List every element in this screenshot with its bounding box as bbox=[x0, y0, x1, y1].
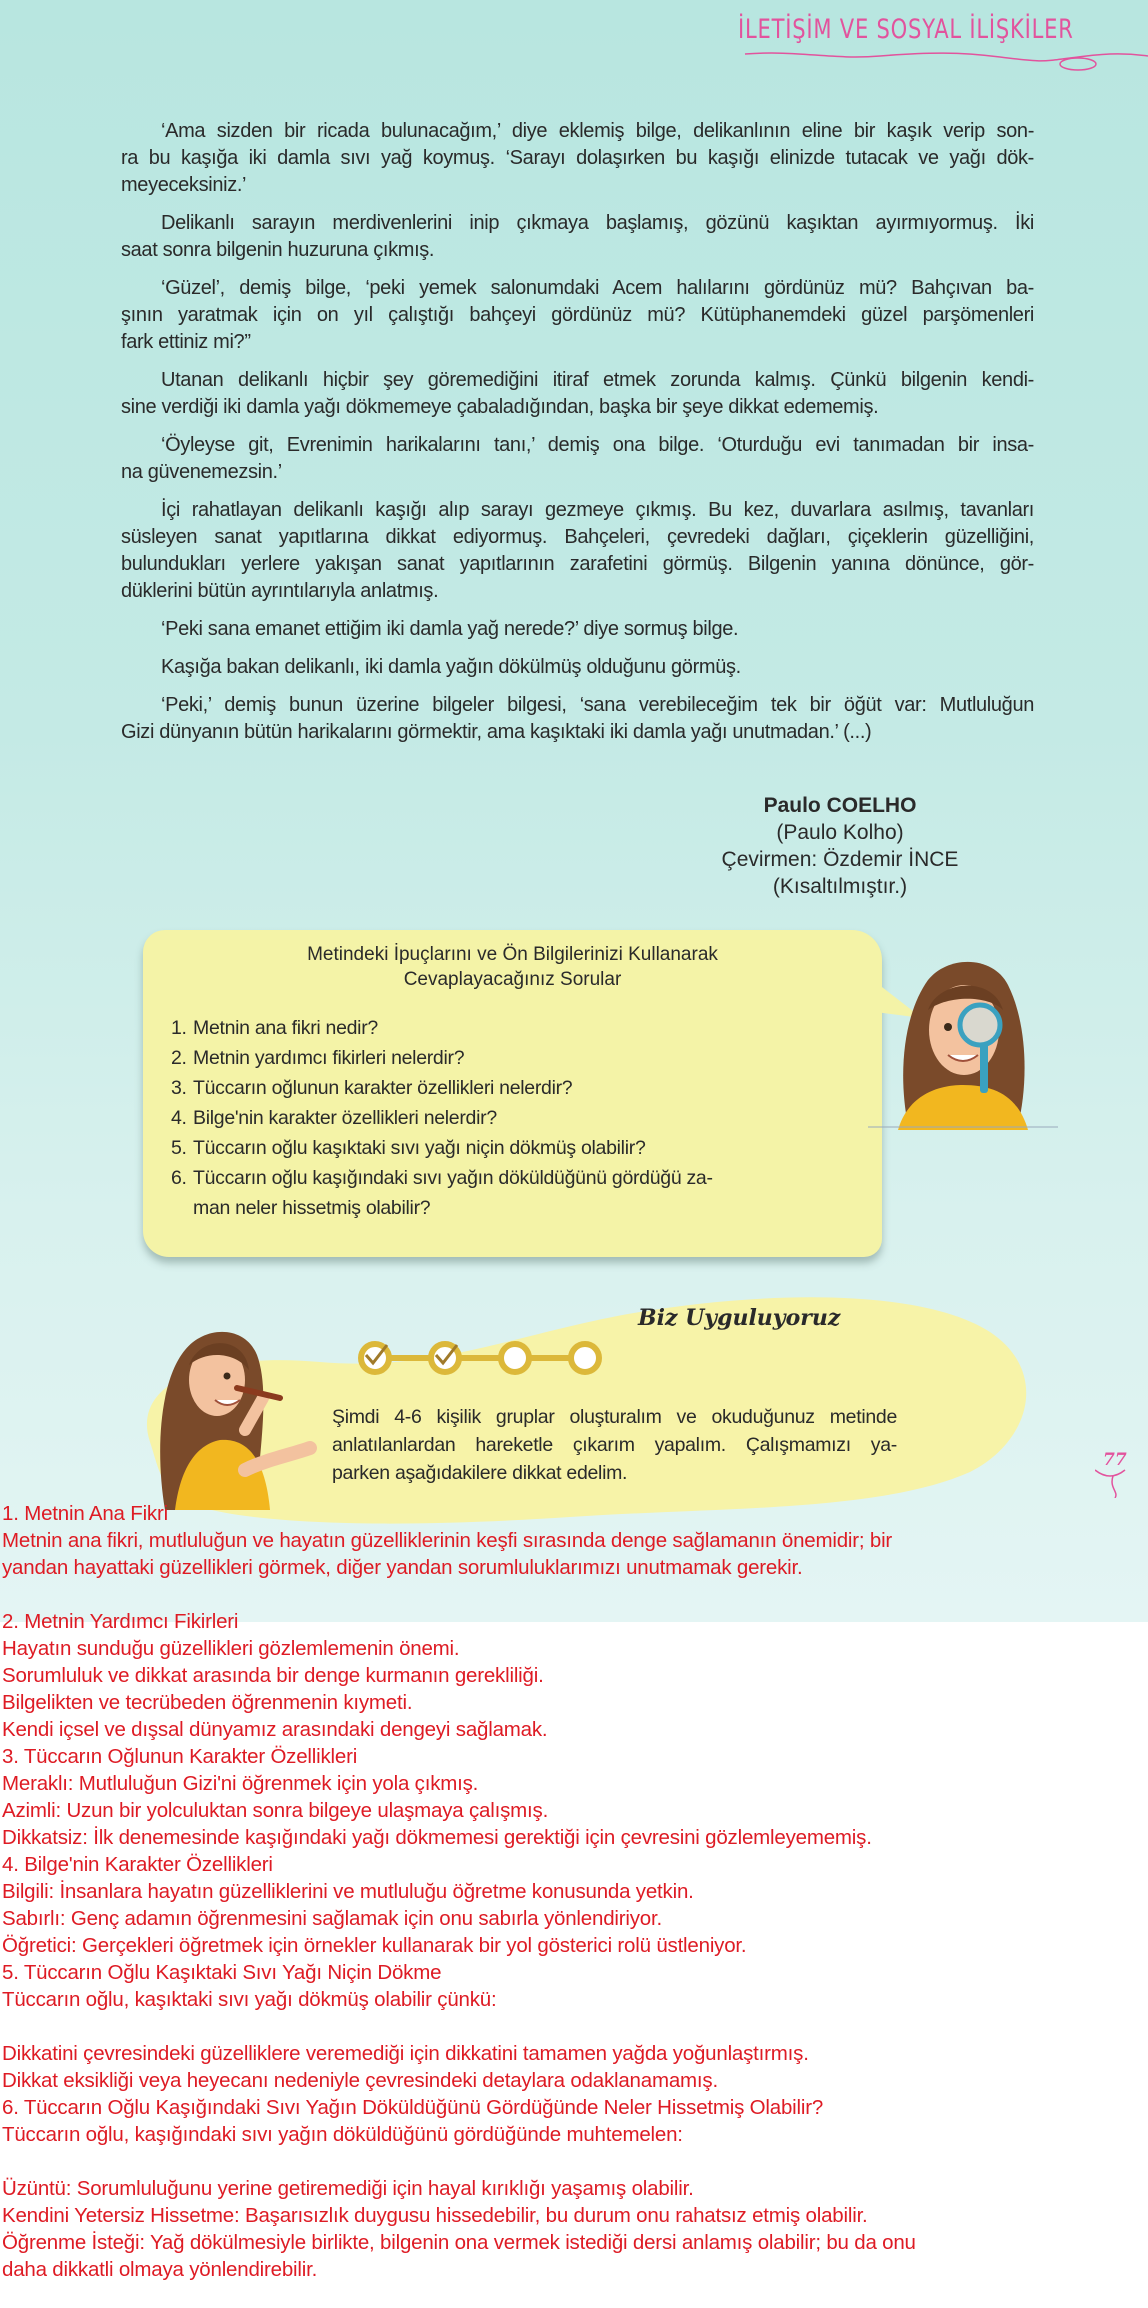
questions-title-line-1: Metindeki İpuçlarını ve Ön Bilgilerinizi Kullanarak bbox=[307, 944, 718, 965]
answer-line: Metnin ana fikri, mutluluğun ve hayatın güzelliklerinin keşfi sırasında denge sağlamanın önemidir; bir bbox=[2, 1529, 893, 1552]
answer-line: Kendi içsel ve dışsal dünyamız arasındaki dengeyi sağlamak. bbox=[2, 1718, 548, 1741]
step-pending bbox=[571, 1344, 599, 1372]
answer-line: Hayatın sunduğu güzellikleri gözlemlemenin önemi. bbox=[2, 1637, 460, 1660]
practice-title: Biz Uyguluyoruz bbox=[638, 1305, 841, 1331]
answer-line: daha dikkatli olmaya yönlendirebilir. bbox=[2, 2258, 318, 2281]
story-line: ‘Öyleyse git, Evrenimin harikalarını tanı,’ demiş ona bilge. ‘Oturduğu evi tanımadan bir insa- bbox=[161, 434, 1034, 456]
practice-line: Şimdi 4-6 kişilik gruplar oluşturalım ve okuduğunuz metinde bbox=[332, 1406, 897, 1428]
questions-title-line-2: Cevaplayacağınız Sorular bbox=[403, 969, 622, 990]
question-text: Tüccarın oğlu kaşıktaki sıvı yağı niçin dökmüş olabilir? bbox=[193, 1137, 646, 1159]
practice-line: parken aşağıdakilere dikkat edelim. bbox=[332, 1462, 628, 1484]
questions-list bbox=[171, 1013, 851, 1223]
answer-line: Bilgelikten ve tecrübeden öğrenmenin kıymeti. bbox=[2, 1691, 413, 1714]
story-line: bulundukları yerlere yakışan sanat yapıtlarının zarafetini görmüş. Bilgenin yanına dönünce, gör- bbox=[121, 553, 1034, 575]
answer-line: Öğretici: Gerçekleri öğretmek için örnekler kullanarak bir yol gösterici rolü üstleniyor. bbox=[2, 1934, 747, 1957]
question-item bbox=[171, 1193, 851, 1223]
girl-with-pencil-illustration bbox=[145, 1320, 325, 1510]
question-item bbox=[171, 1043, 851, 1073]
question-number: 1. bbox=[171, 1017, 187, 1039]
question-number: 3. bbox=[171, 1077, 187, 1099]
question-number bbox=[171, 1193, 193, 1223]
question-item bbox=[171, 1073, 851, 1103]
author-pronunciation: (Paulo Kolho) bbox=[776, 821, 904, 844]
story-line: ‘Ama sizden bir ricada bulunacağım,’ diye eklemiş bilge, delikanlının eline bir kaşık verip son- bbox=[161, 120, 1034, 142]
story-paragraph bbox=[121, 654, 1034, 681]
page-number bbox=[1095, 1448, 1135, 1498]
story-paragraph bbox=[121, 692, 1034, 746]
blank-line bbox=[2, 1581, 1148, 1608]
answer-line: 5. Tüccarın Oğlu Kaşıktaki Sıvı Yağı Niçin Dökme bbox=[2, 1961, 442, 1984]
story-line: Utanan delikanlı hiçbir şey göremediğini itiraf etmek zorunda kalmış. Çünkü bilgenin kendi- bbox=[161, 369, 1034, 391]
question-text: Tüccarın oğlunun karakter özellikleri nelerdir? bbox=[193, 1077, 573, 1099]
author-block bbox=[640, 792, 1040, 900]
question-item bbox=[171, 1103, 851, 1133]
story-line: Gizi dünyanın bütün harikalarını görmektir, ama kaşıktaki iki damla yağı unutmadan.’ (...) bbox=[121, 721, 872, 743]
girl-with-magnifier-illustration bbox=[868, 955, 1058, 1130]
story-line: İçi rahatlayan delikanlı kaşığı alıp sarayı gezmeye çıkmış. Bu kez, duvarlara asılmış, tavanları bbox=[161, 499, 1034, 521]
answer-line: 6. Tüccarın Oğlu Kaşığındaki Sıvı Yağın Döküldüğünü Gördüğünde Neler Hissetmiş Olabilir? bbox=[2, 2096, 824, 2119]
question-text: Tüccarın oğlu kaşığındaki sıvı yağın döküldüğünü gördüğü za- bbox=[193, 1167, 713, 1189]
answer-line: Sorumluluk ve dikkat arasında bir denge kurmanın gerekliliği. bbox=[2, 1664, 544, 1687]
answer-line: Tüccarın oğlu, kaşığındaki sıvı yağın döküldüğünü gördüğünde muhtemelen: bbox=[2, 2123, 683, 2146]
answers-text bbox=[2, 1500, 1148, 2283]
answer-line: Dikkatini çevresindeki güzelliklere veremediği için dikkatini tamamen yağda yoğunlaştırmış. bbox=[2, 2042, 809, 2065]
story-line: şının yaratmak için on yıl çalıştığı bahçeyi gördünüz mü? Kütüphanemdeki güzel parşömenleri bbox=[121, 304, 1034, 326]
header-underline-decoration bbox=[740, 44, 1148, 74]
answer-line: Tüccarın oğlu, kaşıktaki sıvı yağı dökmüş olabilir çünkü: bbox=[2, 1988, 497, 2011]
question-item bbox=[171, 1163, 851, 1193]
question-text: man neler hissetmiş olabilir? bbox=[193, 1197, 431, 1219]
question-item bbox=[171, 1013, 851, 1043]
story-line: Delikanlı sarayın merdivenlerini inip çıkmaya başlamış, gözünü kaşıktan ayırmıyormuş. İki bbox=[161, 212, 1034, 234]
story-line: süsleyen sanat yapıtlarına dikkat ediyormuş. Bahçeleri, çevredeki dağları, çiçeklerin güzelliğini, bbox=[121, 526, 1034, 548]
question-number: 5. bbox=[171, 1137, 187, 1159]
question-number: 2. bbox=[171, 1047, 187, 1069]
story-paragraph bbox=[121, 367, 1034, 421]
answer-line: Sabırlı: Genç adamın öğrenmesini sağlamak için onu sabırla yönlendiriyor. bbox=[2, 1907, 662, 1930]
answer-line: 2. Metnin Yardımcı Fikirleri bbox=[2, 1610, 239, 1633]
question-item bbox=[171, 1133, 851, 1163]
question-text: Metnin ana fikri nedir? bbox=[193, 1017, 378, 1039]
answer-line: Azimli: Uzun bir yolculuktan sonra bilgeye ulaşmaya çalışmış. bbox=[2, 1799, 549, 1822]
story-paragraph bbox=[121, 497, 1034, 605]
step-pending bbox=[501, 1344, 529, 1372]
blank-line bbox=[2, 2013, 1148, 2040]
question-number: 6. bbox=[171, 1167, 187, 1189]
answer-line: Öğrenme İsteği: Yağ dökülmesiyle birlikte, bilgenin ona vermek istediği dersi anlamış olabilir; bu da onu bbox=[2, 2231, 916, 2254]
abridged-note: (Kısaltılmıştır.) bbox=[772, 875, 908, 898]
story-line: Kaşığa bakan delikanlı, iki damla yağın dökülmüş olduğunu görmüş. bbox=[161, 656, 741, 678]
answer-line: Bilgili: İnsanlara hayatın güzelliklerini ve mutluluğu öğretme konusunda yetkin. bbox=[2, 1880, 694, 1903]
answer-line: 1. Metnin Ana Fikri bbox=[2, 1502, 168, 1525]
story-line: ra bu kaşığa iki damla sıvı yağ koymuş. ‘Sarayı dolaşırken bu kaşığı elinizde tutacak ve yağı dök- bbox=[121, 147, 1034, 169]
answer-line: Üzüntü: Sorumluluğunu yerine getiremediği için hayal kırıklığı yaşamış olabilir. bbox=[2, 2177, 694, 2200]
story-text bbox=[121, 118, 1034, 757]
answer-line: Dikkat eksikliği veya heyecanı nedeniyle çevresindeki detaylara odaklanamamış. bbox=[2, 2069, 718, 2092]
story-line: saat sonra bilgenin huzuruna çıkmış. bbox=[121, 239, 435, 261]
story-line: ‘Peki sana emanet ettiğim iki damla yağ nerede?’ diye sormuş bilge. bbox=[161, 618, 739, 640]
answer-line: yandan hayattaki güzellikleri görmek, diğer yandan sorumluluklarımızı unutmamak gerekir. bbox=[2, 1556, 803, 1579]
page-number-text: 77 bbox=[1103, 1450, 1127, 1470]
blank-line bbox=[2, 2148, 1148, 2175]
story-paragraph bbox=[121, 275, 1034, 356]
question-text: Metnin yardımcı fikirleri nelerdir? bbox=[193, 1047, 465, 1069]
question-text: Bilge'nin karakter özellikleri nelerdir? bbox=[193, 1107, 497, 1129]
answer-line: 4. Bilge'nin Karakter Özellikleri bbox=[2, 1853, 273, 1876]
answer-line: Meraklı: Mutluluğun Gizi'ni öğrenmek için yola çıkmış. bbox=[2, 1772, 479, 1795]
translator: Çevirmen: Özdemir İNCE bbox=[721, 848, 959, 871]
practice-instructions bbox=[332, 1403, 897, 1487]
story-line: meyeceksiniz.’ bbox=[121, 174, 247, 196]
story-paragraph bbox=[121, 616, 1034, 643]
story-paragraph bbox=[121, 432, 1034, 486]
answer-line: 3. Tüccarın Oğlunun Karakter Özellikleri bbox=[2, 1745, 358, 1768]
story-line: sine verdiği iki damla yağı dökmemeye çabaladığından, başka bir şeye dikkat edememiş. bbox=[121, 396, 879, 418]
story-line: na güvenemezsin.’ bbox=[121, 461, 282, 483]
question-number: 4. bbox=[171, 1107, 187, 1129]
section-header-title: İLETİŞİM VE SOSYAL İLİŞKİLER bbox=[738, 14, 1074, 45]
answer-line: Kendini Yetersiz Hissetme: Başarısızlık duygusu hissedebilir, bu durum onu rahatsız etmiş olabilir. bbox=[2, 2204, 868, 2227]
progress-steps bbox=[350, 1335, 610, 1383]
story-line: ‘Güzel’, demiş bilge, ‘peki yemek salonumdaki Acem halılarını gördünüz mü? Bahçıvan ba- bbox=[161, 277, 1034, 299]
story-paragraph bbox=[121, 118, 1034, 199]
story-line: ‘Peki,’ demiş bunun üzerine bilgeler bilgesi, ‘sana verebileceğim tek bir öğüt var: Mutluluğun bbox=[161, 694, 1034, 716]
practice-line: anlatılanlardan hareketle çıkarım yapalım. Çalışmamızı ya- bbox=[332, 1434, 897, 1456]
answer-line: Dikkatsiz: İlk denemesinde kaşığındaki yağı dökmemesi gerektiği için çevresini gözlemleyememiş. bbox=[2, 1826, 872, 1849]
questions-title bbox=[143, 942, 882, 992]
author-name: Paulo COELHO bbox=[763, 794, 917, 817]
story-paragraph bbox=[121, 210, 1034, 264]
story-line: fark ettiniz mi?” bbox=[121, 331, 251, 353]
story-line: düklerini bütün ayrıntılarıyla anlatmış. bbox=[121, 580, 439, 602]
